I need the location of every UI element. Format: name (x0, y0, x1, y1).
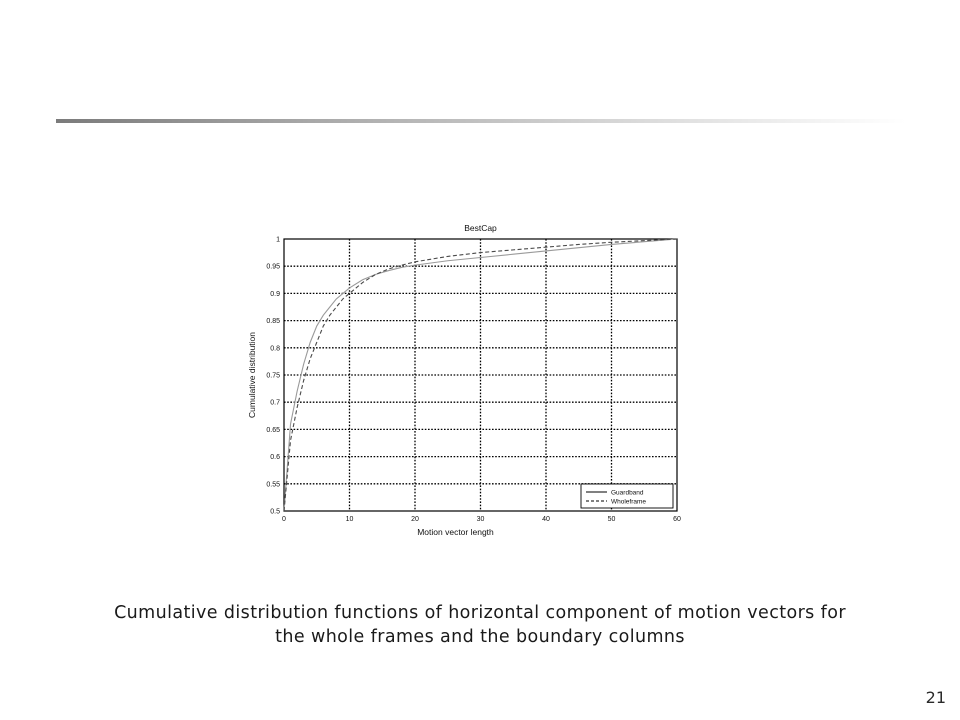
y-tick-label: 1 (276, 236, 280, 244)
page-number: 21 (925, 688, 946, 707)
x-tick-label: 40 (542, 516, 550, 523)
legend-label-guardband: Guardband (611, 489, 644, 497)
y-tick-label: 0.95 (266, 263, 280, 271)
legend (581, 484, 673, 508)
y-tick-label: 0.6 (270, 454, 280, 462)
tick-labels (266, 237, 681, 524)
y-tick-label: 0.75 (266, 372, 280, 380)
y-tick-label: 0.65 (266, 426, 280, 434)
legend-label-wholeframe: Wholeframe (611, 498, 647, 506)
x-tick-label: 10 (345, 516, 354, 523)
chart-title: BestCap (464, 223, 497, 233)
x-tick-label: 0 (282, 516, 286, 523)
y-tick-label: 0.9 (270, 290, 280, 298)
grid-layer (284, 239, 677, 511)
figure-caption (40, 601, 920, 649)
x-tick-label: 60 (673, 516, 681, 523)
x-axis-label: Motion vector length (417, 527, 494, 537)
y-tick-label: 0.5 (270, 508, 280, 516)
y-tick-label: 0.8 (270, 345, 280, 353)
cdf-chart (240, 215, 700, 545)
x-tick-label: 50 (607, 516, 616, 523)
y-tick-label: 0.55 (266, 481, 280, 489)
x-tick-label: 30 (476, 516, 485, 523)
caption-line-2: the whole frames and the boundary columns (275, 627, 685, 647)
y-tick-label: 0.7 (270, 399, 280, 407)
caption-line-1: Cumulative distribution functions of horizontal component of motion vectors for (114, 603, 846, 623)
header-divider-rule (56, 119, 906, 123)
x-tick-label: 20 (411, 516, 419, 523)
y-tick-label: 0.85 (266, 318, 280, 326)
y-axis-label: Cumulative distribution (247, 332, 257, 418)
